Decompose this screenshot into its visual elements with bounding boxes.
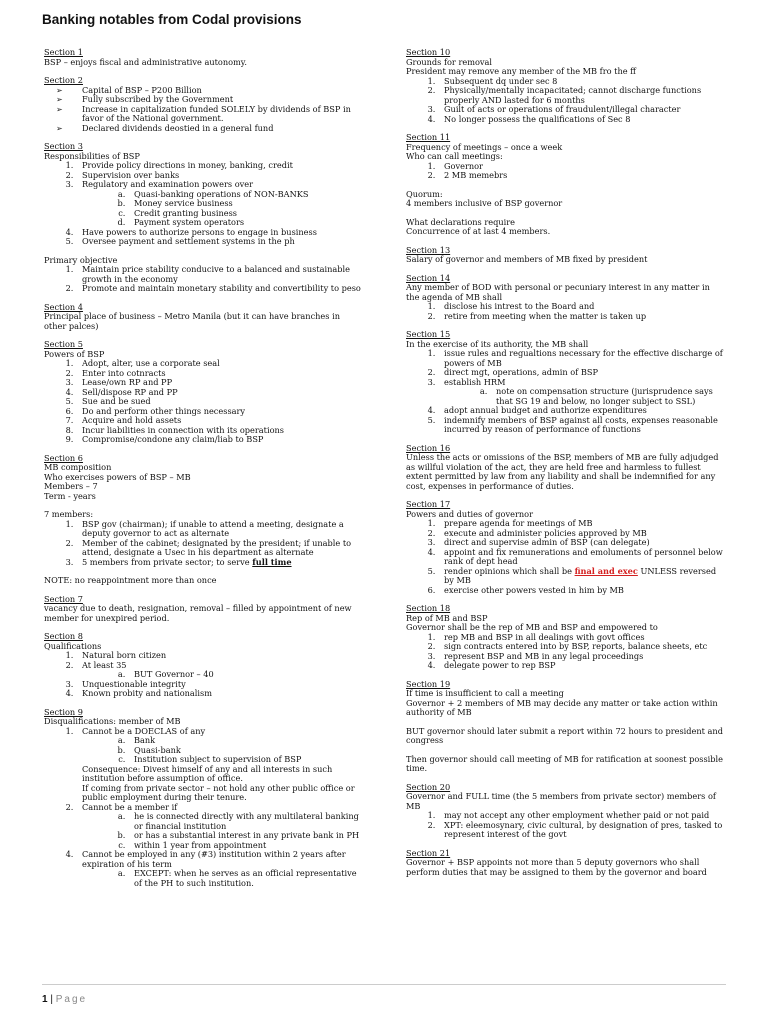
section-heading: Section 7 — [44, 593, 83, 604]
section-text: Qualifications — [44, 640, 102, 651]
list-item: 2. Supervision over banks — [76, 171, 364, 181]
list-item-text: Cannot be a DOECLAS of any — [82, 725, 206, 736]
list-item: 1. prepare agenda for meetings of MB — [438, 519, 724, 529]
section-text: Frequency of meetings – once a week — [406, 141, 563, 152]
section-text: Governor + BSP appoints not more than 5 deputy governors who shall perform duties that may be assigned to them by the governor and board — [406, 857, 707, 877]
consequence-text: If coming from private sector – not hold any other public office or public employment during their tenure. — [82, 782, 355, 802]
list-item: 1. rep MB and BSP in all dealings with govt offices — [438, 633, 724, 643]
list-item: 2. Enter into cotnracts — [76, 369, 364, 379]
list-item: 2. XPT: eleemosynary, civic cultural, by designation of pres, tasked to represent interest of the govt — [438, 821, 724, 840]
section-heading: Section 2 — [44, 75, 83, 85]
section-heading: Section 1 — [44, 47, 83, 57]
list-item — [76, 180, 364, 228]
section-9 — [44, 708, 364, 889]
list-item: 8. Incur liabilities in connection with its operations — [76, 426, 364, 436]
section-heading: Section 13 — [406, 244, 451, 255]
sub-item: b. or has a substantial interest in any private bank in PH — [128, 831, 364, 841]
section-text: 4 members inclusive of BSP governor — [406, 198, 563, 208]
section-heading: Section 5 — [44, 339, 83, 349]
list-item: 4. Known probity and nationalism — [76, 689, 364, 699]
section-heading: Section 20 — [406, 781, 451, 792]
page-label: Page — [55, 994, 88, 1005]
section-text: Grounds for removal — [406, 56, 493, 67]
list-item: ➢ Capital of BSP – P200 Billion — [76, 86, 364, 96]
section-heading: Section 19 — [406, 678, 451, 689]
page-footer — [42, 994, 87, 1005]
section-6 — [44, 454, 364, 586]
list-item: 2. 2 MB memebrs — [438, 171, 724, 181]
section-5 — [44, 340, 364, 445]
section-heading: Section 4 — [44, 301, 83, 312]
section-13 — [406, 246, 724, 265]
section-text: What declarations require — [406, 216, 515, 227]
section-1 — [44, 48, 364, 67]
consequence-text: Consequence: Divest himself of any and all interests in such institution before assumption of office. — [82, 763, 333, 783]
section-text: Principal place of business – Metro Manila (but it can have branches in other palces) — [44, 311, 340, 331]
section-21 — [406, 849, 724, 878]
list-item: 3. direct and supervise admin of BSP (can delegate) — [438, 538, 724, 548]
list-item — [76, 558, 364, 568]
list-item-text: establish HRM — [444, 376, 506, 387]
section-heading: Section 10 — [406, 47, 451, 57]
list-item: 1. Natural born citizen — [76, 651, 364, 661]
sub-item: b. Quasi-bank — [128, 746, 364, 756]
section-17 — [406, 500, 724, 595]
list-item-text: Cannot be employed in any (#3) institution within 2 years after expiration of his term — [82, 849, 346, 869]
section-heading: Section 16 — [406, 442, 451, 453]
section-text: Powers and duties of governor — [406, 508, 533, 519]
list-item: ➢ Increase in capitalization funded SOLELY by dividends of BSP in favor of the National government. — [76, 105, 364, 124]
list-item: 2. sign contracts entered into by BSP, reports, balance sheets, etc — [438, 642, 724, 652]
list-item — [76, 803, 364, 851]
sub-item: a. BUT Governor – 40 — [128, 670, 364, 680]
list-item: 4. delegate power to rep BSP — [438, 661, 724, 671]
list-item: 1. disclose his intrest to the Board and — [438, 302, 724, 312]
section-text: vacancy due to death, resignation, removal – filled by appointment of new member for unexpired period. — [44, 603, 352, 623]
list-item: 1. Provide policy directions in money, banking, credit — [76, 161, 364, 171]
list-item: 4. adopt annual budget and authorize expenditures — [438, 406, 724, 416]
section-heading: Section 17 — [406, 499, 451, 509]
list-item: 5. indemnify members of BSP against all costs, expenses reasonable incurred by reason of performance of functions — [438, 416, 724, 435]
list-item: 5. Sue and be sued — [76, 397, 364, 407]
list-item — [438, 567, 724, 586]
list-item: 1. Governor — [438, 162, 724, 172]
section-heading: Section 6 — [44, 452, 83, 463]
list-item: 9. Compromise/condone any claim/liab to BSP — [76, 435, 364, 445]
section-text: In the exercise of its authority, the MB shall — [406, 338, 589, 349]
section-2 — [44, 76, 364, 133]
list-item: 5. Oversee payment and settlement systems in the ph — [76, 237, 364, 247]
list-item: 2. execute and administer policies approved by MB — [438, 529, 724, 539]
sub-item: b. Money service business — [128, 199, 364, 209]
sub-item: c. Institution subject to supervision of BSP — [128, 755, 364, 765]
section-text: Unless the acts or omissions of the BSP, members of MB are fully adjudged as willful violation of the act, they are held free and harmless to fullest extent permitted by law from any liability and shall be indemnified for any cost, expenses in performance of duties. — [406, 452, 719, 491]
sub-item: a. note on compensation structure (jurisprudence says that SG 19 and below, no longer subject to SSL) — [490, 387, 724, 406]
right-column — [406, 48, 724, 886]
list-item: 4. appoint and fix remunerations and emoluments of personnel below rank of dept head — [438, 548, 724, 567]
list-item-text: UNLESS reversed by MB — [444, 565, 717, 585]
note-text: NOTE: no reappointment more than once — [44, 575, 217, 585]
section-heading: Section 9 — [44, 706, 83, 717]
section-heading: Section 14 — [406, 272, 451, 283]
sub-item: a. Bank — [128, 736, 364, 746]
list-item: 6. exercise other powers vested in him by MB — [438, 586, 724, 596]
list-item: 3. represent BSP and MB in any legal proceedings — [438, 652, 724, 662]
section-text: Members – 7 — [44, 481, 98, 491]
list-item: 1. may not accept any other employment whether paid or not paid — [438, 811, 724, 821]
section-18 — [406, 604, 724, 671]
section-7 — [44, 595, 364, 624]
section-heading: Section 11 — [406, 132, 451, 142]
list-item: 1. Adopt, alter, use a corporate seal — [76, 359, 364, 369]
section-text: Quorum: — [406, 188, 443, 199]
list-item: 2. Physically/mentally incapacitated; cannot discharge functions properly AND lasted for 6 months — [438, 86, 724, 105]
section-heading: Section 21 — [406, 847, 451, 858]
section-11 — [406, 133, 724, 237]
list-item: 1. Maintain price stability conducive to a balanced and sustainable growth in the economy — [76, 265, 364, 284]
section-10 — [406, 48, 724, 124]
list-item: 2. Promote and maintain monetary stability and convertibility to peso — [76, 284, 364, 294]
section-text: BSP – enjoys fiscal and administrative autonomy. — [44, 56, 247, 67]
sub-item: c. Credit granting business — [128, 209, 364, 219]
section-text: Any member of BOD with personal or pecuniary interest in any matter in the agenda of MB shall — [406, 282, 710, 302]
section-text: Term - years — [44, 490, 96, 501]
footer-separator: | — [50, 994, 53, 1005]
list-item: 4. Have powers to authorize persons to engage in business — [76, 228, 364, 238]
list-item — [76, 850, 364, 888]
highlight-text: final and exec — [574, 565, 638, 576]
section-20 — [406, 783, 724, 840]
section-text: Governor + 2 members of MB may decide any matter or take action within authority of MB — [406, 697, 718, 717]
left-column — [44, 48, 364, 897]
section-text: If time is insufficient to call a meeting — [406, 688, 564, 698]
list-item: 3. Unquestionable integrity — [76, 680, 364, 690]
list-item: 4. No longer possess the qualifications of Sec 8 — [438, 115, 724, 125]
section-15 — [406, 330, 724, 435]
list-item-text: render opinions which shall be — [444, 565, 575, 576]
page-title: Banking notables from Codal provisions — [42, 12, 302, 27]
section-14 — [406, 274, 724, 322]
section-text: Responsibilities of BSP — [44, 150, 140, 161]
list-item: 3. Guilt of acts or operations of fraudulent/illegal character — [438, 105, 724, 115]
section-text: Governor and FULL time (the 5 members from private sector) members of MB — [406, 791, 716, 811]
section-text: BUT governor should later submit a report within 72 hours to president and congress — [406, 725, 723, 745]
sub-item: d. Payment system operators — [128, 218, 364, 228]
list-item: ➢ Declared dividends deostied in a general fund — [76, 124, 364, 134]
list-item-text: Cannot be a member if — [82, 801, 178, 812]
section-19 — [406, 680, 724, 774]
list-item: 1. BSP gov (chairman); if unable to attend a meeting, designate a deputy governor to act as alternate — [76, 520, 364, 539]
emphasis-text: full time — [252, 556, 292, 567]
section-text: Rep of MB and BSP — [406, 612, 488, 623]
list-item — [76, 661, 364, 680]
section-text: Powers of BSP — [44, 348, 105, 359]
list-item: 3. Lease/own RP and PP — [76, 378, 364, 388]
section-text: Disqualifications: member of MB — [44, 716, 181, 726]
section-text: MB composition — [44, 462, 112, 472]
list-item: 7. Acquire and hold assets — [76, 416, 364, 426]
sub-item: a. he is connected directly with any multilateral banking or financial institution — [128, 812, 364, 831]
section-heading: Section 8 — [44, 631, 83, 641]
section-8 — [44, 632, 364, 699]
section-text: Who exercises powers of BSP – MB — [44, 471, 191, 482]
section-text: Primary objective — [44, 254, 118, 265]
sub-item: a. Quasi-banking operations of NON-BANKS — [128, 190, 364, 200]
section-text: 7 members: — [44, 509, 94, 519]
list-item-text: Regulatory and examination powers over — [82, 179, 254, 189]
section-heading: Section 15 — [406, 329, 451, 339]
sub-item: c. within 1 year from appointment — [128, 841, 364, 851]
list-item: 4. Sell/dispose RP and PP — [76, 388, 364, 398]
list-item: 1. Subsequent dq under sec 8 — [438, 77, 724, 87]
list-item: 6. Do and perform other things necessary — [76, 407, 364, 417]
section-heading: Section 3 — [44, 141, 83, 151]
section-text: Who can call meetings: — [406, 151, 503, 161]
section-4 — [44, 303, 364, 332]
section-text: Then governor should call meeting of MB for ratification at soonest possible time. — [406, 753, 723, 773]
page-number: 1 — [42, 994, 48, 1005]
list-item: 2. retire from meeting when the matter is taken up — [438, 312, 724, 322]
section-heading: Section 18 — [406, 603, 451, 613]
list-item: 2. direct mgt, operations, admin of BSP — [438, 368, 724, 378]
list-item: 1. issue rules and regualtions necessary for the effective discharge of powers of MB — [438, 349, 724, 368]
list-item: 2. Member of the cabinet; designated by the president; if unable to attend, designate a Usec in his department as alternate — [76, 539, 364, 558]
section-text: Concurrence of at last 4 members. — [406, 226, 551, 236]
section-text: Salary of governor and members of MB fixed by president — [406, 254, 648, 264]
list-item: ➢ Fully subscribed by the Government — [76, 95, 364, 105]
list-item — [438, 378, 724, 407]
section-16 — [406, 444, 724, 492]
section-text: President may remove any member of the MB fro the ff — [406, 66, 636, 76]
sub-item: a. EXCEPT: when he serves as an official representative of the PH to such institution. — [128, 869, 364, 888]
section-3 — [44, 142, 364, 294]
list-item-text: 5 members from private sector; to serve — [82, 556, 253, 567]
section-text: Governor shall be the rep of MB and BSP and empowered to — [406, 622, 658, 632]
list-item — [76, 727, 364, 803]
footer-divider — [42, 984, 726, 985]
list-item-text: At least 35 — [82, 659, 127, 670]
